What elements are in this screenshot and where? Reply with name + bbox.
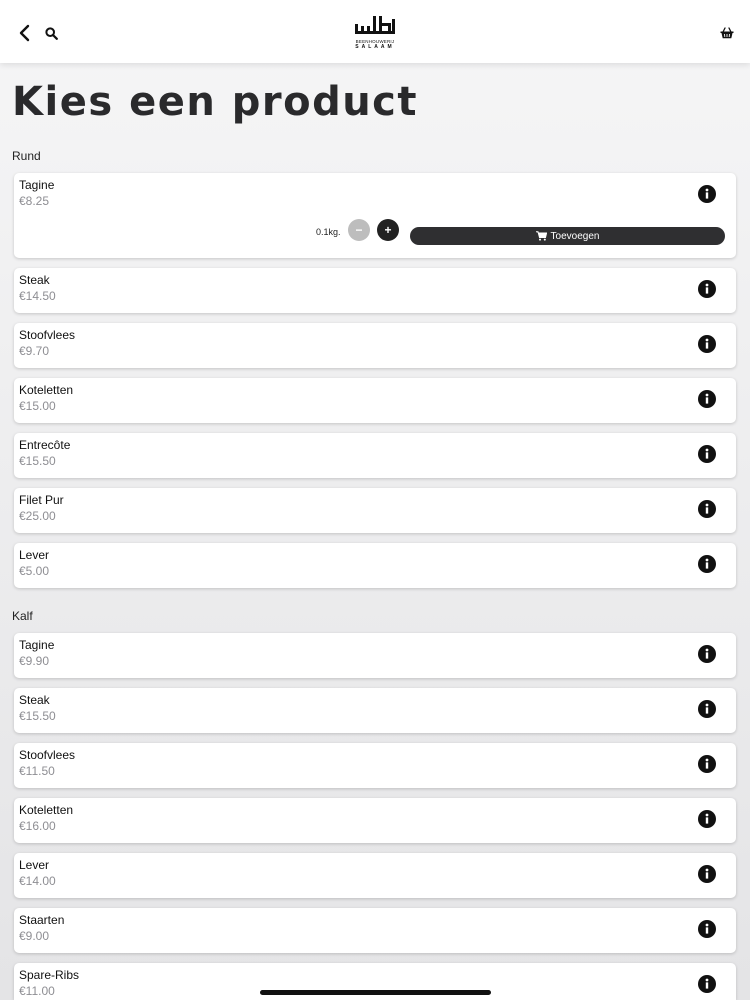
logo-mark [353,14,397,38]
product-card[interactable] [14,488,736,533]
product-price: €16.00 [19,819,56,833]
info-icon[interactable] [698,390,716,408]
product-price: €5.00 [19,564,50,578]
product-price: €25.00 [19,509,56,523]
product-name: Entrecôte [19,438,71,452]
cart-icon [536,231,547,241]
product-price: €14.00 [19,874,56,888]
product-card[interactable] [14,688,736,733]
info-icon[interactable] [698,975,716,993]
decrease-quantity-button[interactable]: − [348,219,370,241]
info-icon[interactable] [698,920,716,938]
product-name: Steak [19,693,50,707]
product-price: €9.90 [19,654,50,668]
product-card[interactable] [14,743,736,788]
product-card[interactable] [14,173,736,258]
increase-quantity-button[interactable]: + [377,219,399,241]
product-price: €8.25 [19,194,50,208]
info-icon[interactable] [698,755,716,773]
section-label-kalf: Kalf [12,609,33,623]
top-bar [0,0,750,63]
info-icon[interactable] [698,700,716,718]
product-card[interactable] [14,378,736,423]
product-name: Tagine [19,638,55,652]
info-icon[interactable] [698,645,716,663]
info-icon[interactable] [698,280,716,298]
basket-button[interactable] [718,24,736,42]
back-button[interactable] [14,22,34,44]
product-price: €14.50 [19,289,56,303]
add-to-cart-label: Toevoegen [550,230,600,242]
add-to-cart-button[interactable] [410,227,725,245]
product-name: Steak [19,273,50,287]
product-price: €15.50 [19,709,56,723]
product-name: Filet Pur [19,493,64,507]
product-price: €15.00 [19,399,56,413]
product-card[interactable] [14,268,736,313]
info-icon[interactable] [698,335,716,353]
quantity-label: 0.1kg. [316,227,341,237]
info-icon[interactable] [698,865,716,883]
product-card[interactable] [14,433,736,478]
product-name: Koteletten [19,383,74,397]
product-card[interactable] [14,323,736,368]
product-card[interactable] [14,853,736,898]
basket-icon [720,27,734,39]
product-price: €11.50 [19,764,55,778]
product-card[interactable] [14,908,736,953]
logo [352,14,398,52]
info-icon[interactable] [698,445,716,463]
product-name: Tagine [19,178,55,192]
product-card[interactable] [14,798,736,843]
product-name: Koteletten [19,803,74,817]
product-name: Stoofvlees [19,328,76,342]
product-card[interactable] [14,633,736,678]
info-icon[interactable] [698,810,716,828]
home-indicator[interactable] [260,990,491,995]
info-icon[interactable] [698,555,716,573]
info-icon[interactable] [698,185,716,203]
product-name: Stoofvlees [19,748,76,762]
search-button[interactable] [42,24,60,42]
product-name: Staarten [19,913,65,927]
product-name: Spare-Ribs [19,968,80,982]
product-name: Lever [19,858,50,872]
product-price: €9.70 [19,344,50,358]
product-price: €9.00 [19,929,50,943]
info-icon[interactable] [698,500,716,518]
product-price: €15.50 [19,454,56,468]
search-icon [45,27,58,40]
product-card[interactable] [14,543,736,588]
section-label-rund: Rund [12,149,41,163]
logo-name: SALAAM [355,44,395,50]
chevron-left-icon [18,24,30,42]
product-price: €11.00 [19,984,55,998]
logo-subtitle: BEENHOUWERIJ [355,39,395,44]
page-title: Kies een product [12,79,419,125]
product-name: Lever [19,548,50,562]
